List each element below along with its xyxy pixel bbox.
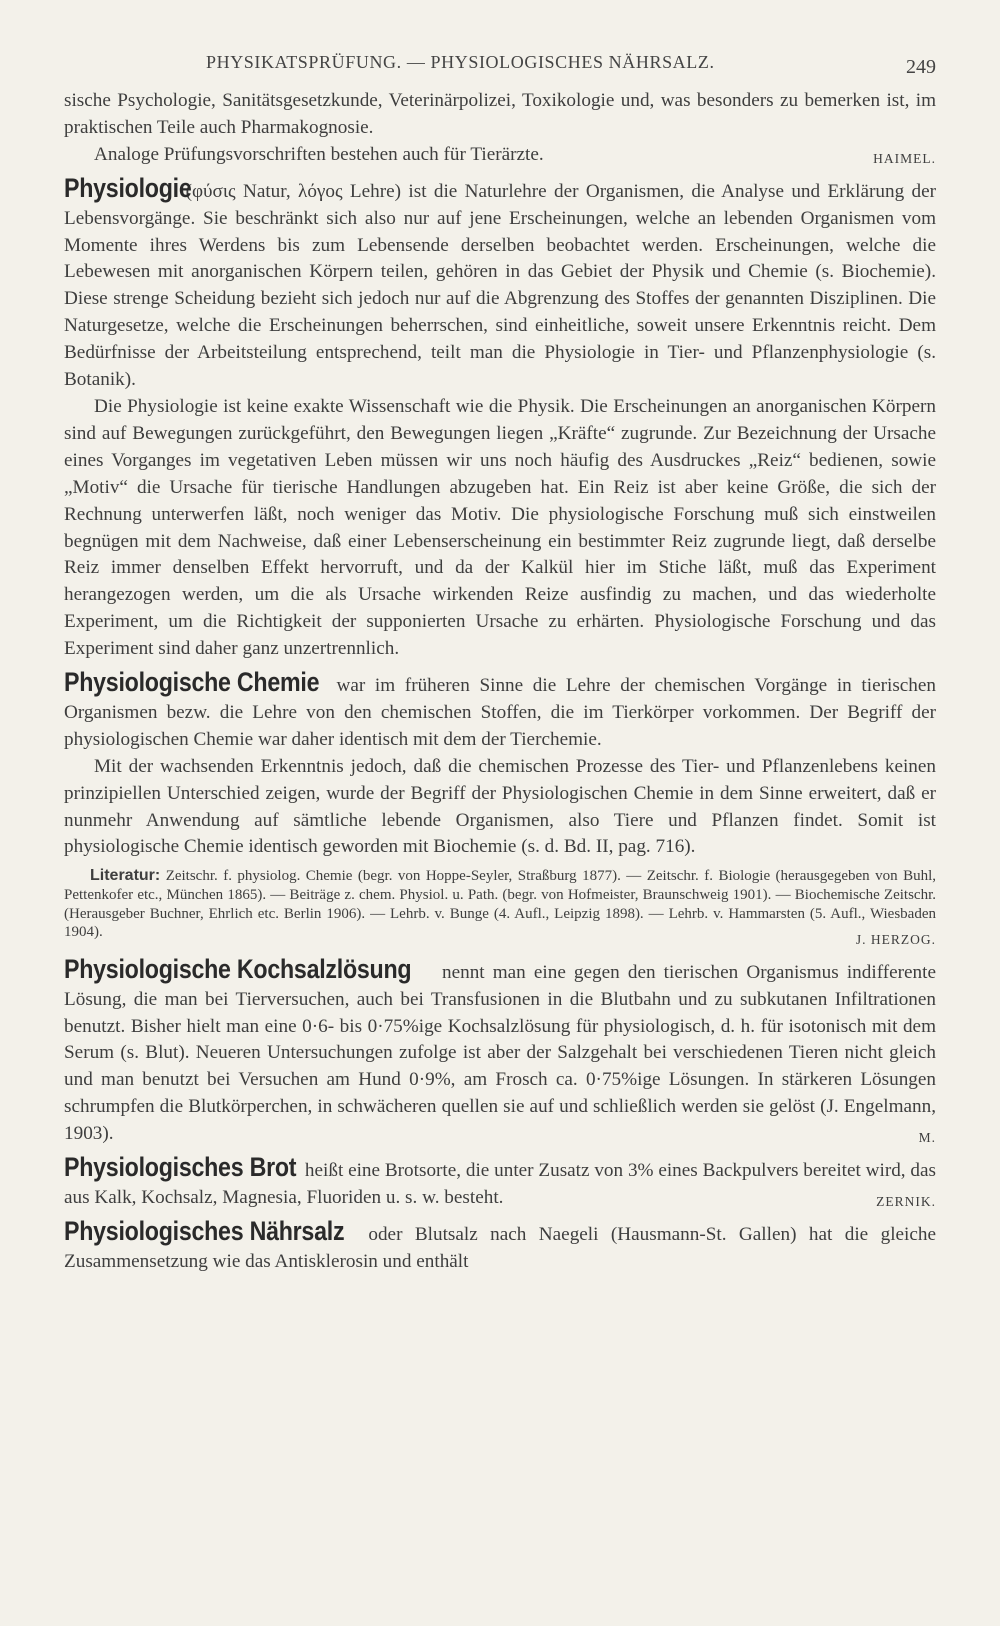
- running-head: [64, 48, 936, 78]
- entry-paragraph-2: Die Physiologie ist keine exakte Wissenschaft wie die Physik. Die Erscheinungen an anorganischen Körpern sind auf Bewegungen zurückgeführt, den Bewegungen liegen „Kräfte“ zugrunde. Zur Bezeichnung der Ursache eines Vorganges im vegetativen Leben müssen wir uns noch häufig des Ausdruckes „Reiz“ bedienen, sowie „Motiv“ die Ursache für tierische Handlungen abzugeben hat. Ein Reiz ist aber keine Größe, die sich der Rechnung unterwerfen läßt, noch weniger das Motiv. Die physiologische Forschung muß sich einstweilen begnügen mit dem Nachweise, daß einer Lebenserscheinung ein bestimmter Reiz zugrunde liegt, daß derselbe Reiz immer denselben Effekt hervorruft, und da der Kalkül hier im Stiche läßt, muß das Experiment herangezogen werden, um die als Ursache wirkenden Reize ausfindig zu machen, und das wiederholte Experiment, um die Richtigkeit der supponierten Ursache zu erhärten. Physiologische Forschung und das Experiment sind daher ganz unzertrennlich.: [64, 395, 936, 660]
- entry-paragraph-2: Mit der wachsenden Erkenntnis jedoch, daß die chemischen Prozesse des Tier- und Pflanzenlebens keinen prinzipiellen Unterschied zeigen, wurde der Begriff der Physiologischen Chemie in dem Sinne erweitert, daß er nunmehr Anwendung auf sämtliche lebende Organismen, also Tiere und Pflanzen findet. Somit ist physiologische Chemie identisch geworden mit Biochemie (s. d. Bd. II, pag. 716).: [64, 755, 936, 858]
- running-title: PHYSIKATSPRÜFUNG. — PHYSIOLOGISCHES NÄHRSALZ.: [206, 52, 715, 72]
- entry-physiologische-chemie: [64, 669, 936, 950]
- entry-heading: Physiologisches Brot: [64, 1152, 297, 1183]
- body-text: [64, 88, 936, 1282]
- entry-brot: [64, 1154, 936, 1212]
- entry-text: nennt man eine gegen den tierischen Organismus indifferente Lösung, die man bei Tierversuchen, auch bei Transfusionen in die Blutbahn und zu subkutanen Infiltrationen benutzt. Bisher hielt man eine 0·6- bis 0·75%ige Kochsalzlösung für physiologisch, d. h. für isotonisch mit dem Serum (s. Blut). Neueren Untersuchungen zufolge ist aber der Salzgehalt bei verschiedenen Tieren nicht gleich und man benutzt bei Versuchen am Hund 0·9%, am Frosch ca. 0·75%ige Lösungen. In stärkeren Lösungen schrumpfen die Blutkörperchen, in schwächeren quellen sie auf und schließlich werden sie gelöst (J. Engelmann, 1903).: [64, 961, 936, 1145]
- entry-paragraph: [64, 953, 936, 1148]
- entry-heading: Physiologisches Nährsalz: [64, 1215, 345, 1246]
- entry-naehrsalz: [64, 1215, 936, 1276]
- entry-text: heißt eine Brotsorte, die unter Zusatz von 3% eines Backpulvers bereitet wird, das aus Kalk, Kochsalz, Magnesia, Fluoriden u. s. w. besteht.: [64, 1160, 937, 1208]
- entry-text: war im früheren Sinne die Lehre der chemischen Vorgänge in tierischen Organismen bezw. die Lehre von den chemischen Stoffen, die im Tierkörper vorkommen. Der Begriff der physiologischen Chemie war daher identisch mit dem der Tierchemie.: [64, 675, 937, 750]
- signature-text: HAIMEL.: [873, 150, 936, 166]
- entry-heading: Physiologie: [64, 172, 192, 203]
- signature: [64, 923, 936, 950]
- entry-physiologie: [64, 172, 937, 663]
- entry-paragraph: [64, 1215, 936, 1276]
- entry-heading: Physiologische Chemie: [64, 667, 320, 698]
- intro-paragraph-1: sische Psychologie, Sanitätsgesetzkunde, Veterinärpolizei, Toxikologie und, was besonders zu bemerken ist, im praktischen Teile auch Pharmakognosie.: [64, 90, 936, 138]
- literature-label: Literatur:: [90, 867, 161, 885]
- literature-text: Zeitschr. f. physiolog. Chemie (begr. von Hoppe-Seyler, Straßburg 1877). — Zeitschr. f. Biologie (herausgegeben von Buhl, Pettenkofer etc., München 1865). — Beiträge z. chem. Physiol. u. Path. (begr. von Hofmeister, Braunschweig 1901). — Biochemische Zeitschr. (Herausgeber Buchner, Ehrlich etc. Berlin 1906). — Lehrb. v. Bunge (4. Aufl., Leipzig 1898). — Lehrb. v. Hammarsten (5. Aufl., Wiesbaden 1904).: [64, 868, 936, 941]
- page-number: 249: [906, 56, 936, 78]
- entry-paragraph: [64, 669, 936, 754]
- entry-intro: [64, 88, 936, 169]
- entry-paragraph: [64, 172, 937, 394]
- entry-text: (φύσις Natur, λόγος Lehre) ist die Naturlehre der Organismen, die Analyse und Erklärung der Lebensvorgänge. Sie beschränkt sich also nur auf jene Erscheinungen, welche an lebenden Organismen vom Momente ihres Werdens bis zum Lebensende derselben beobachtet werden. Erscheinungen, welche die Lebewesen mit anorganischen Körpern teilen, gehören in das Gebiet der Physik und Chemie (s. Biochemie). Diese strenge Scheidung bezieht sich jedoch nur auf die Abgrenzung des Stoffes der genannten Disziplinen. Die Naturgesetze, welche die Erscheinungen beherrschen, sind einheitliche, soweit unsere Erkenntnis reicht. Dem Bedürfnisse der Arbeitsteilung entsprechend, teilt man die Physiologie in Tier- und Pflanzenphysiologie (s. Botanik).: [64, 180, 937, 391]
- signature-text: J. HERZOG.: [855, 931, 936, 947]
- signature-text: M.: [918, 1130, 936, 1146]
- entry-kochsalzloesung: [64, 953, 936, 1148]
- entry-heading: Physiologische Kochsalzlösung: [64, 953, 412, 984]
- intro-paragraph-2: Analoge Prüfungsvorschriften bestehen auch für Tierärzte.: [94, 143, 544, 165]
- entry-text: oder Blutsalz nach Naegeli (Hausmann-St. Gallen) hat die gleiche Zusammensetzung wie das Antisklerosin und enthält: [64, 1223, 936, 1272]
- signature: [64, 1121, 936, 1148]
- signature-text: ZERNIK.: [876, 1193, 936, 1209]
